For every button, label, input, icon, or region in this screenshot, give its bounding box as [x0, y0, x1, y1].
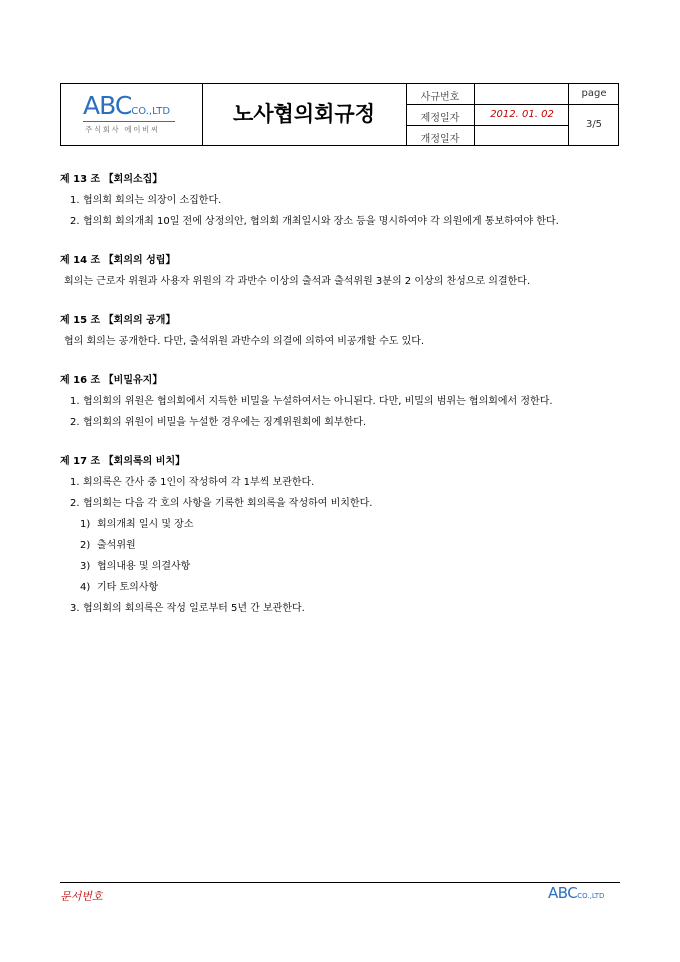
sub-list-item: 4) 기타 토의사항	[80, 582, 159, 593]
divider	[568, 104, 619, 105]
article-13	[60, 170, 620, 232]
article-title: 제 14 조 【회의의 성립】	[60, 255, 176, 266]
footer-logo: ABCCO.,LTD	[548, 884, 605, 902]
list-item: 3. 협의회의 회의록은 작성 일로부터 5년 간 보관한다.	[70, 603, 305, 614]
article-14	[60, 251, 620, 292]
sub-list-item: 1) 회의개최 일시 및 장소	[80, 519, 194, 530]
document-title: 노사협의회규정	[232, 102, 375, 126]
list-item: 1. 협의회의 위원은 협의회에서 지득한 비밀을 누설하여서는 아니된다. 다만, 비밀의 범위는 협의회에서 정한다.	[70, 396, 553, 407]
article-title: 제 15 조 【회의의 공개】	[60, 315, 176, 326]
logo-underline	[83, 121, 175, 122]
company-logo: ABCCO.,LTD	[83, 91, 171, 120]
footer-rule	[60, 882, 620, 883]
revised-label: 개정일자	[420, 134, 460, 145]
document-header	[60, 83, 619, 146]
article-title: 제 16 조 【비밀유지】	[60, 375, 163, 386]
list-item: 2. 협의회의 위원이 비밀을 누설한 경우에는 징계위원회에 회부한다.	[70, 417, 367, 428]
article-17	[60, 452, 620, 619]
article-text: 협의 회의는 공개한다. 다만, 출석위원 과반수의 의결에 의하여 비공개할 수도 있다.	[64, 336, 425, 347]
page-label: page	[581, 88, 607, 99]
article-title: 제 13 조 【회의소집】	[60, 174, 163, 185]
divider	[406, 125, 568, 126]
list-item: 2. 협의회는 다음 각 호의 사항을 기록한 회의록을 작성하여 비치한다.	[70, 498, 373, 509]
divider	[406, 104, 568, 105]
article-title: 제 17 조 【회의록의 비치】	[60, 456, 186, 467]
sub-list-item: 3) 협의내용 및 의결사항	[80, 561, 191, 572]
company-name: 주식회사 에이비씨	[85, 125, 160, 134]
article-16	[60, 371, 620, 433]
list-item: 1. 협의회 회의는 의장이 소집한다.	[70, 195, 222, 206]
article-text: 회의는 근로자 위원과 사용자 위원의 각 과반수 이상의 출석과 출석위원 3분의 2 이상의 찬성으로 의결한다.	[64, 276, 531, 287]
doc-number-label: 문서번호	[60, 890, 103, 903]
reg-no-label: 사규번호	[420, 92, 460, 103]
article-15	[60, 311, 620, 352]
enacted-label: 제정일자	[420, 113, 460, 124]
page-number: 3/5	[585, 119, 603, 130]
list-item: 2. 협의회 회의개최 10일 전에 상정의안, 협의회 개최일시와 장소 등을 명시하여야 각 의원에게 통보하여야 한다.	[70, 216, 559, 227]
document-body	[60, 170, 620, 638]
list-item: 1. 회의록은 간사 중 1인이 작성하여 각 1부씩 보관한다.	[70, 477, 315, 488]
sub-list-item: 2) 출석위원	[80, 540, 136, 551]
enacted-date: 2012. 01. 02	[490, 109, 554, 120]
